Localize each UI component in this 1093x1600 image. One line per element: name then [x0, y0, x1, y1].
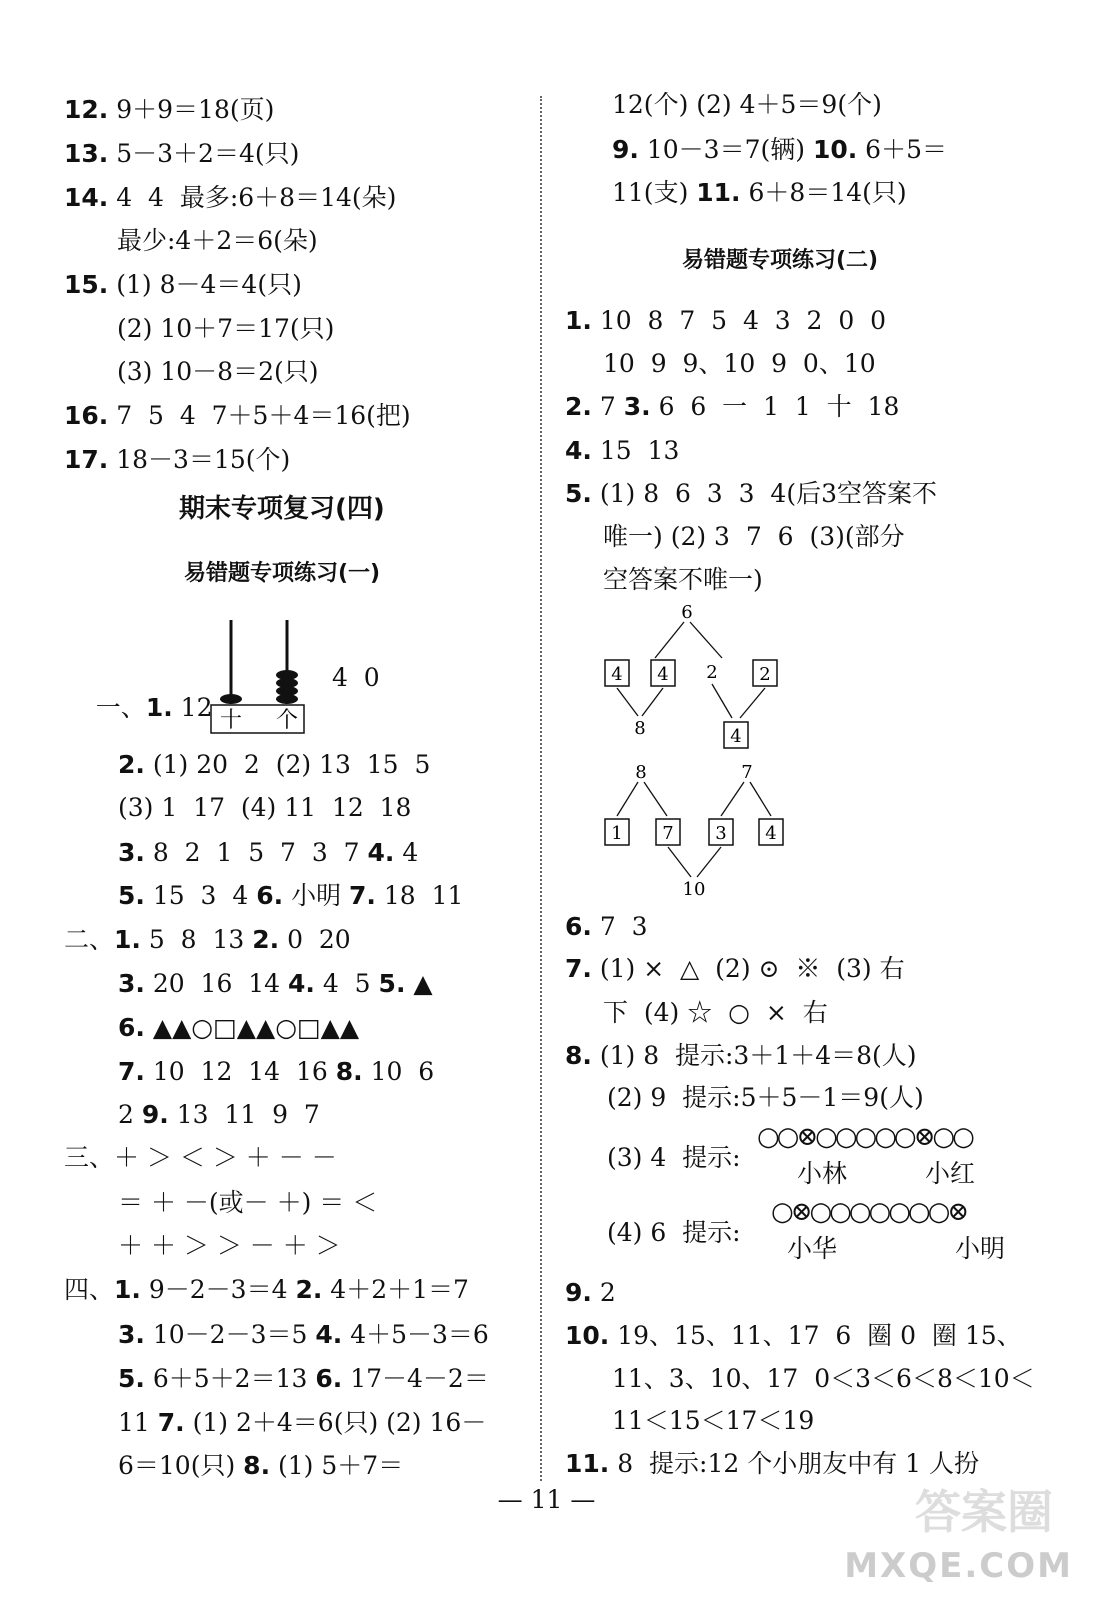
question-number: 2. [252, 925, 280, 954]
answer-text: (1) 5＋7＝ [270, 1451, 404, 1480]
answer-text: 10 9 9、10 9 0、10 [603, 349, 876, 378]
answer-line [118, 1320, 489, 1350]
section-marker: 二、 [64, 925, 115, 954]
question-number: 2. [118, 750, 145, 779]
answer-text: ＝ ＋ －(或－ ＋) ＝ ＜ [118, 1188, 378, 1217]
watermark: MXQE.COM [844, 1546, 1073, 1586]
answer-text: 11、3、10、17 0＜3＜6＜8＜10＜ [612, 1364, 1035, 1393]
hint-4-name-left: 小华 [787, 1234, 838, 1263]
answer-text: 空答案不唯一) [603, 565, 763, 594]
answer-text: 11＜15＜17＜19 [612, 1406, 815, 1435]
question-number: 8. [565, 1041, 592, 1070]
answer-line [118, 1057, 434, 1087]
abacus-tens-label: 十 [219, 708, 243, 733]
answer-text: (2) 9 提示:5＋5－1＝9(人) [607, 1083, 924, 1112]
answer-text: 2 [118, 1100, 142, 1129]
answer-line [118, 750, 430, 780]
column-divider [540, 96, 542, 1481]
svg-text:8: 8 [635, 762, 647, 783]
answer-line [118, 1451, 403, 1481]
question-number: 4. [288, 969, 315, 998]
question-number: 3. [118, 969, 145, 998]
answer-line [118, 1100, 320, 1130]
answer-line [118, 1364, 489, 1394]
answer-line [118, 1188, 377, 1218]
svg-text:7: 7 [662, 823, 674, 844]
answer-line [118, 838, 418, 868]
answer-text: 6＋5＋2＝13 [144, 1364, 316, 1393]
answer-text: 10－2－3＝5 [144, 1320, 316, 1349]
answer-text: 10 6 [362, 1057, 435, 1086]
answer-text: 4 4 最多:6＋8＝14(朵) [108, 183, 397, 212]
question-number: 13. [64, 139, 109, 168]
abacus-ones-label: 个 [275, 708, 299, 733]
answer-text: (1) 2＋4＝6(只) (2) 16－ [184, 1408, 487, 1437]
svg-text:3: 3 [715, 823, 727, 844]
question-number: 10. [812, 135, 858, 164]
question-number: 4. [315, 1320, 343, 1349]
answer-line [117, 226, 318, 256]
answer-line [64, 1143, 337, 1173]
answer-text: 9－2－3＝4 [140, 1275, 296, 1304]
question-number: 7. [118, 1057, 145, 1086]
question-number: 5. [378, 969, 406, 998]
answer-text: 10－3＝7(辆) [638, 135, 813, 164]
answer-line [64, 925, 351, 955]
question-number: 1. [114, 925, 141, 954]
answer-line [565, 306, 886, 336]
hint-4-circles: ○⊗○○○○○○○⊗ [771, 1197, 967, 1227]
answer-text: (1) × △ (2) ⊙ ※ (3) 右 [591, 954, 905, 983]
watermark-logo: 答案圈 [915, 1485, 1053, 1539]
svg-text:4: 4 [765, 823, 777, 844]
question-number: 14. [64, 183, 109, 212]
question-number: 2. [295, 1275, 323, 1304]
svg-text:7: 7 [741, 762, 753, 783]
hint-3-name-right: 小红 [925, 1159, 976, 1188]
abacus-line: 一、1. 12 [95, 693, 213, 722]
answer-text: 9＋9＝18(页) [108, 95, 275, 124]
svg-text:4: 4 [730, 726, 742, 747]
svg-text:1: 1 [611, 823, 623, 844]
answer-line [612, 90, 882, 120]
question-number: 12. [64, 95, 109, 124]
answer-line [64, 183, 396, 213]
answer-line [565, 1449, 979, 1479]
question-number: 9. [141, 1100, 169, 1129]
question-number: 5. [118, 881, 145, 910]
answer-text: 4＋2＋1＝7 [322, 1275, 469, 1304]
answer-text: 18 11 [375, 881, 464, 910]
svg-text:4: 4 [611, 664, 623, 685]
question-number: 3. [623, 392, 651, 421]
question-number: 17. [64, 445, 109, 474]
abacus-bead [276, 694, 298, 704]
answer-text: (1) 8－4＝4(只) [108, 270, 302, 299]
answer-text: ＋ ＋ ＞ ＞ － ＋ ＞ [118, 1231, 341, 1260]
hint-3-name-left: 小林 [797, 1159, 848, 1188]
answer-text: 15 3 4 [144, 881, 257, 910]
answer-text: 5 8 13 [140, 925, 253, 954]
hint-4-name-right: 小明 [955, 1234, 1006, 1263]
answer-line [565, 1278, 616, 1308]
svg-text:4: 4 [657, 664, 669, 685]
question-number: 7. [349, 881, 376, 910]
sub-title-2: 易错题专项练习(二) [682, 248, 879, 273]
answer-line [118, 881, 463, 911]
answer-text: 19、15、11、17 6 圈 0 圈 15、 [609, 1321, 1022, 1350]
answer-text: (3) 1 17 (4) 11 12 18 [118, 793, 412, 822]
answer-text: 6 6 一 1 1 十 18 [650, 392, 900, 421]
question-number: 7. [157, 1408, 185, 1437]
number-tree-2 [600, 760, 820, 905]
answer-text: 7 3 [591, 912, 648, 941]
svg-text:8: 8 [634, 718, 646, 739]
answer-line [64, 1275, 469, 1305]
abacus-diagram [209, 618, 309, 736]
question-number: 4. [367, 838, 395, 867]
answer-line [117, 314, 334, 344]
answer-line [565, 392, 899, 422]
question-number: 3. [118, 1320, 145, 1349]
answer-text: 最少:4＋2＝6(朵) [117, 226, 318, 255]
answer-text: 5－3＋2＝4(只) [108, 139, 300, 168]
question-number: 16. [64, 401, 109, 430]
svg-text:6: 6 [681, 602, 693, 623]
answer-line [612, 1406, 814, 1436]
svg-text:2: 2 [759, 664, 771, 685]
question-number: 3. [118, 838, 145, 867]
answer-text: 0 20 [279, 925, 351, 954]
answer-line [64, 445, 290, 475]
answer-text: 6＋8＝14(只) [740, 178, 907, 207]
answer-line [607, 1083, 924, 1113]
question-number: 11. [696, 178, 741, 207]
answer-text: (1) 20 2 (2) 13 15 5 [144, 750, 431, 779]
answer-text: (1) 8 6 3 3 4(后3空答案不 [591, 479, 937, 508]
answer-line [603, 565, 763, 595]
answer-line [118, 1231, 341, 1261]
answer-text: 12(个) (2) 4＋5＝9(个) [612, 90, 882, 119]
answer-text: 6＋5＝ [857, 135, 947, 164]
number-tree-1 [600, 600, 820, 755]
abacus-after: 4 0 [332, 663, 380, 692]
abacus-bead [220, 694, 242, 704]
answer-text: 11(支) [612, 178, 697, 207]
answer-text: 小明 [283, 881, 350, 910]
question-number: 6. [315, 1364, 343, 1393]
section-marker: 四、 [64, 1275, 115, 1304]
question-number: 5. [118, 1364, 145, 1393]
answer-text: 15 13 [591, 436, 680, 465]
answer-text: 2 [591, 1278, 616, 1307]
page-number: — 11 — [497, 1485, 596, 1514]
question-number: 1. [114, 1275, 141, 1304]
answer-text: 7 [591, 392, 624, 421]
question-number: 8. [243, 1451, 271, 1480]
answer-line [603, 998, 828, 1028]
answer-line [64, 270, 302, 300]
answer-line [565, 436, 679, 466]
answer-text: 8 2 1 5 7 3 7 [144, 838, 368, 867]
answer-text: 唯一) (2) 3 7 6 (3)(部分 [603, 522, 905, 551]
answer-line [612, 1364, 1035, 1394]
answer-text: 8 提示:12 个小朋友中有 1 人扮 [609, 1449, 980, 1478]
question-number: 10. [565, 1321, 610, 1350]
answer-line [64, 139, 299, 169]
answer-line [565, 954, 905, 984]
question-number: 15. [64, 270, 109, 299]
answer-line [565, 912, 648, 942]
answer-line [565, 1321, 1022, 1351]
answer-line [565, 479, 937, 509]
question-number: 8. [335, 1057, 363, 1086]
answer-text: 下 (4) ☆ ○ × 右 [603, 998, 828, 1027]
hint-3-label: (3) 4 提示: [607, 1143, 741, 1172]
question-number: 2. [565, 392, 592, 421]
answer-line [612, 135, 947, 165]
answer-text: 10 8 7 5 4 3 2 0 0 [591, 306, 887, 335]
answer-text: 7 5 4 7＋5＋4＝16(把) [108, 401, 411, 430]
svg-text:2: 2 [706, 662, 718, 683]
question-number: 6. [256, 881, 284, 910]
answer-line [118, 1013, 359, 1043]
question-number: 4. [565, 436, 592, 465]
svg-text:10: 10 [682, 879, 706, 900]
question-number: 6. [565, 912, 592, 941]
answer-line [118, 1408, 486, 1438]
answer-text: 4 [394, 838, 419, 867]
answer-line [565, 1041, 917, 1071]
answer-text: (1) 8 提示:3＋1＋4＝8(人) [591, 1041, 917, 1070]
section-title: 期末专项复习(四) [179, 494, 385, 524]
question-number: 9. [612, 135, 639, 164]
question-number: 5. [565, 479, 592, 508]
question-number: 1. [565, 306, 592, 335]
answer-line [64, 401, 411, 431]
hint-3-circles: ○○⊗○○○○○⊗○○ [757, 1122, 972, 1152]
answer-text: 10 12 14 16 [144, 1057, 336, 1086]
answer-text: 18－3＝15(个) [108, 445, 291, 474]
answer-text: ▲▲○□▲▲○□▲▲ [144, 1013, 360, 1042]
answer-line [118, 793, 411, 823]
answer-text: 4 5 [314, 969, 379, 998]
answer-line [64, 95, 274, 125]
answer-text: (3) 10－8＝2(只) [117, 357, 319, 386]
answer-line [603, 522, 905, 552]
section-marker: 三、 [64, 1143, 115, 1172]
question-number: 9. [565, 1278, 592, 1307]
sub-title: 易错题专项练习(一) [184, 561, 381, 586]
answer-text: 13 11 9 7 [168, 1100, 320, 1129]
answer-line [117, 357, 319, 387]
answer-text: 6＝10(只) [118, 1451, 244, 1480]
hint-4-label: (4) 6 提示: [607, 1218, 741, 1247]
answer-text: ▲ [405, 969, 433, 998]
answer-text: 11 [118, 1408, 158, 1437]
answer-line [118, 969, 433, 999]
answer-text: (2) 10＋7＝17(只) [117, 314, 335, 343]
answer-line [612, 178, 907, 208]
answer-line [603, 349, 876, 379]
question-number: 11. [565, 1449, 610, 1478]
question-number: 6. [118, 1013, 145, 1042]
question-number: 7. [565, 954, 592, 983]
answer-text: 20 16 14 [144, 969, 289, 998]
answer-text: ＋ ＞ ＜ ＞ ＋ － － [114, 1143, 337, 1172]
answer-text: 4＋5－3＝6 [342, 1320, 489, 1349]
answer-text: 17－4－2＝ [342, 1364, 489, 1393]
